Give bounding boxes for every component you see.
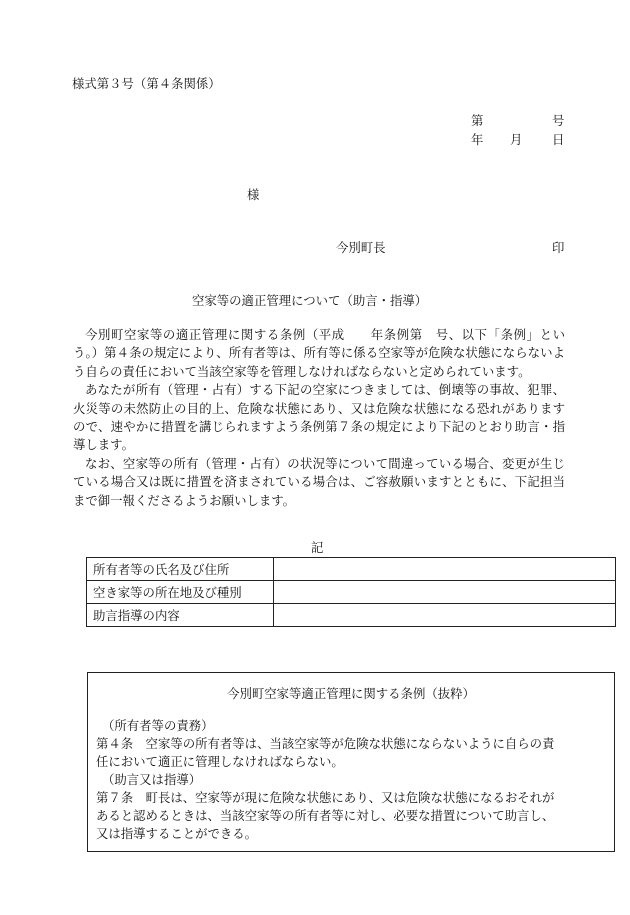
excerpt-line: 任において適正に管理しなければならない。 <box>96 754 344 769</box>
doc-number-dai: 第 <box>471 113 484 128</box>
row-value <box>274 581 616 604</box>
ordinance-excerpt-box <box>87 672 615 852</box>
body-text <box>73 326 565 510</box>
row-value <box>274 558 616 581</box>
excerpt-line: 第４条 空家等の所有者等は、当該空家等が危険な状態にならないように自らの責 <box>96 736 555 751</box>
body-paragraph: あなたが所有（管理・占有）する下記の空家につきましては、倒壊等の事故、犯罪、火災等の未然防止の目的上、危険な状態にあり、又は危険な状態になる恐れがありますので、速やかに措置を講じられますよう条例第７条の規定により下記のとおり助言・指導します。 <box>73 382 565 453</box>
date-day: 日 <box>552 132 565 147</box>
subject-title: 空家等の適正管理について（助言・指導） <box>192 293 428 308</box>
sender-title: 今別町長 <box>336 240 386 255</box>
row-value <box>274 604 616 627</box>
form-id: 様式第３号（第４条関係） <box>72 76 221 91</box>
table-row <box>87 558 616 581</box>
info-table <box>86 557 616 627</box>
seal-mark: 印 <box>552 240 565 255</box>
body-paragraph: 今別町空家等の適正管理に関する条例（平成 年条例第 号、以下「条例」という。）第４条の規定により、所有者等は、所有等に係る空家等が危険な状態にならないよう自らの責任において当該空家等を管理しなければならないと定められています。 <box>73 327 565 379</box>
excerpt-line: 又は指導することができる。 <box>96 826 258 841</box>
excerpt-line: 第７条 町長は、空家等が現に危険な状態にあり、又は危険な状態になるおそれが <box>96 790 555 805</box>
excerpt-line: あると認めるときは、当該空家等の所有者等に対し、必要な措置について助言し、 <box>96 808 555 823</box>
ki-label: 記 <box>311 540 324 555</box>
recipient-suffix: 様 <box>247 187 260 202</box>
row-label: 所有者等の氏名及び住所 <box>87 558 274 581</box>
excerpt-line: （所有者等の責務） <box>102 718 214 733</box>
table-row <box>87 604 616 627</box>
date-month: 月 <box>510 132 523 147</box>
excerpt-title: 今別町空家等適正管理に関する条例（抜粋） <box>227 686 475 701</box>
body-paragraph: なお、空家等の所有（管理・占有）の状況等について間違っている場合、変更が生じている場合又は既に措置を済まされている場合は、ご容赦願いますとともに、下記担当まで御一報くださるようお願いします。 <box>73 455 565 508</box>
table-row <box>87 581 616 604</box>
row-label: 空き家等の所在地及び種別 <box>87 581 274 604</box>
date-year: 年 <box>471 132 484 147</box>
doc-number-go: 号 <box>552 113 565 128</box>
excerpt-line: （助言又は指導） <box>102 772 202 787</box>
row-label: 助言指導の内容 <box>87 604 274 627</box>
